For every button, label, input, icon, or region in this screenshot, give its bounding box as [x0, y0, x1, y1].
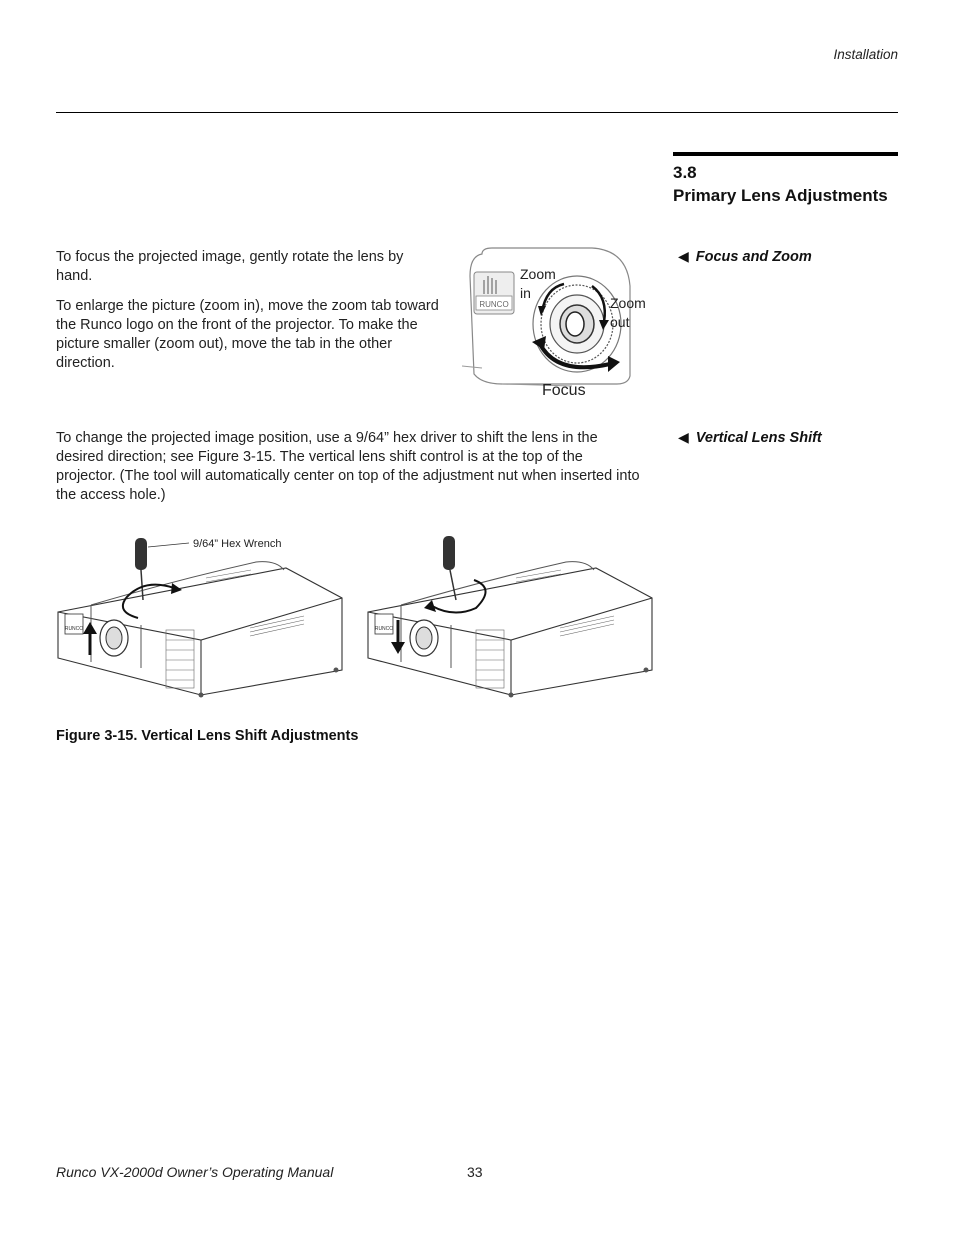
header-rule [56, 112, 898, 113]
subheading-label: Vertical Lens Shift [695, 429, 822, 446]
running-header: Installation [833, 47, 898, 62]
section-title: Primary Lens Adjustments [673, 186, 888, 205]
runco-logo-icon [474, 272, 514, 314]
arrow-left-icon: ◀ [678, 248, 689, 264]
hex-wrench-callout: 9/64” Hex Wrench [193, 538, 282, 550]
hex-wrench-handle [135, 538, 147, 570]
zoom-in-label: Zoom [520, 266, 556, 282]
zoom-in-label: in [520, 285, 531, 301]
vertical-shift-text [56, 429, 646, 505]
svg-text:RUNCO: RUNCO [374, 626, 394, 632]
subheading-vertical-lens-shift [678, 429, 822, 446]
focus-zoom-text [56, 248, 441, 373]
svg-text:RUNCO: RUNCO [64, 626, 84, 632]
subheading-focus-zoom [678, 248, 812, 265]
zoom-out-label: out [610, 314, 630, 330]
section-number: 3.8 [673, 163, 697, 182]
figure-caption: Figure 3-15. Vertical Lens Shift Adjustments [56, 728, 359, 744]
section-rule [673, 152, 898, 156]
hex-wrench-handle [443, 536, 455, 570]
page-number: 33 [467, 1164, 483, 1180]
projector-shift-up [58, 538, 342, 698]
paragraph: To enlarge the picture (zoom in), move the zoom tab toward the Runco logo on the front of the projector. To make the picture smaller (zoom out), move the tab in the other direction. [56, 298, 439, 371]
focus-label: Focus [542, 382, 586, 399]
svg-text:RUNCO: RUNCO [479, 300, 509, 309]
paragraph: To change the projected image position, use a 9/64” hex driver to shift the lens in the desired direction; see Figure 3-15. The vertical lens shift control is at the top of the projector. (The tool will automatically center on top of the adjustment nut when inserted into the access hole.) [56, 430, 640, 503]
zoom-out-label: Zoom [610, 295, 646, 311]
figure-vertical-lens-shift [56, 530, 656, 705]
footer-manual-title: Runco VX-2000d Owner’s Operating Manual [56, 1164, 334, 1180]
subheading-label: Focus and Zoom [695, 248, 812, 265]
paragraph: To focus the projected image, gently rotate the lens by hand. [56, 249, 404, 284]
arrow-left-icon: ◀ [678, 429, 689, 445]
lens-zoom-focus-illustration [462, 246, 662, 406]
projector-shift-down [368, 536, 652, 698]
